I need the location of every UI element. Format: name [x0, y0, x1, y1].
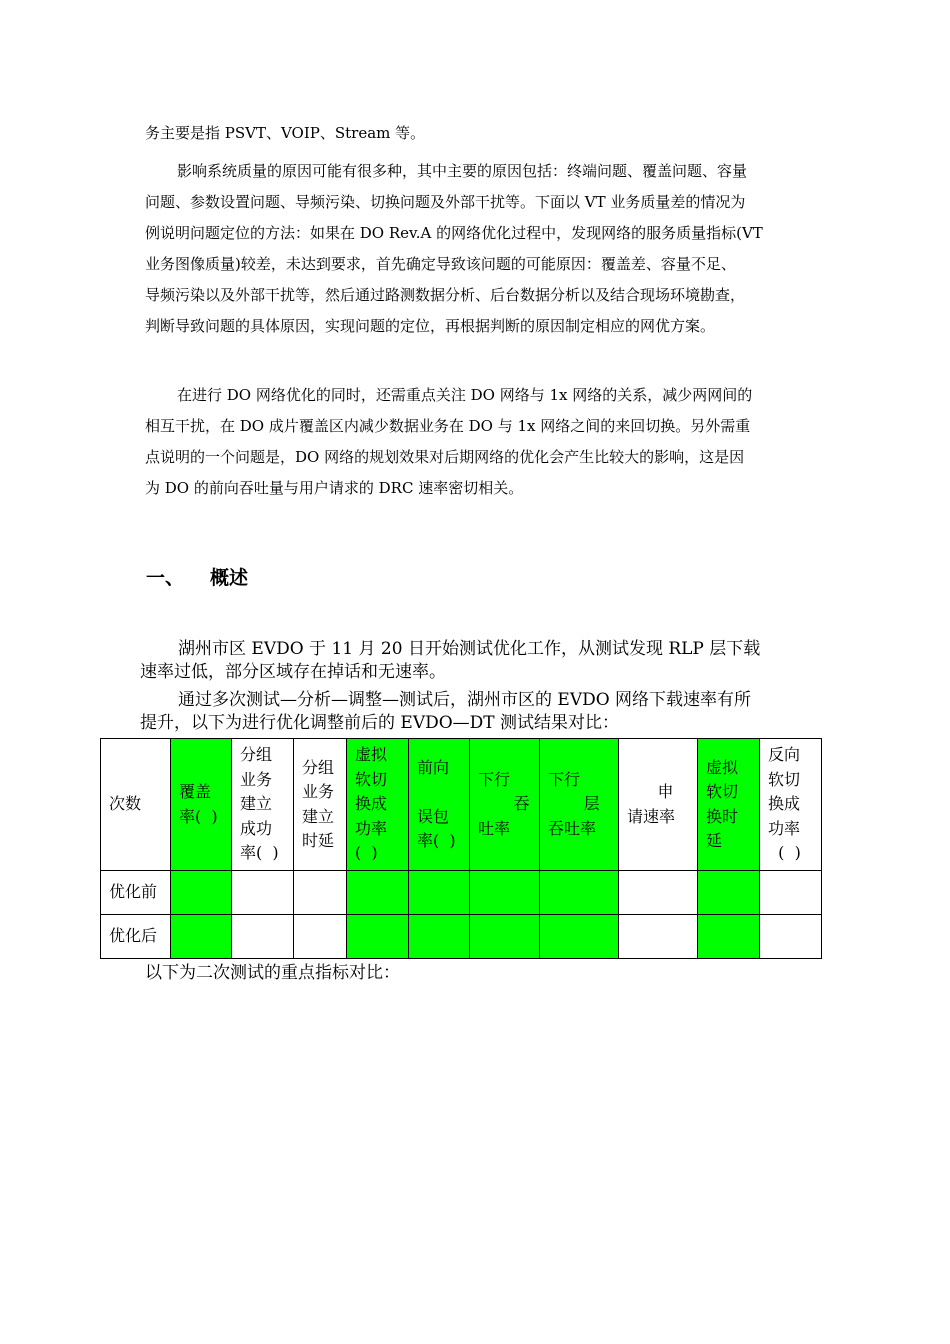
header-cell-line: 虚拟	[355, 745, 388, 765]
table-header-cell	[619, 739, 698, 871]
section-heading	[146, 563, 248, 590]
header-cell-line: 率( )	[240, 843, 279, 863]
table-cell	[760, 915, 822, 959]
table-cell	[470, 915, 540, 959]
header-cell-line: 建立	[240, 794, 273, 814]
text-line: 提升，以下为进行优化调整前后的 EVDO—DT 测试结果对比：	[140, 713, 620, 733]
header-cell-line: 前向	[417, 757, 450, 777]
table-cell	[409, 871, 470, 915]
header-cell-line: 换成	[768, 794, 801, 814]
header-cell-line: 次数	[109, 794, 142, 814]
table-header-cell	[232, 739, 294, 871]
text-line: 判断导致问题的具体原因，实现问题的定位，再根据判断的原因制定相应的网优方案。	[145, 317, 716, 335]
table-cell	[409, 915, 470, 959]
header-cell-line: 申	[627, 782, 674, 801]
header-cell-line: 功率	[355, 818, 388, 838]
header-cell-line: 吞吐率	[548, 818, 597, 838]
header-cell-line: 业务	[240, 769, 273, 789]
table-row	[101, 915, 822, 959]
header-cell-line: 成功	[240, 818, 273, 838]
header-cell-line: ( )	[355, 843, 378, 863]
table-cell	[171, 915, 232, 959]
table-header-row	[101, 739, 822, 871]
paragraph-overview-1	[140, 638, 808, 684]
table-header-cell	[470, 739, 540, 871]
text-line: 例说明问题定位的方法：如果在 DO Rev.A 的网络优化过程中，发现网络的服务质量指标(VT	[145, 224, 763, 242]
header-cell-line: 换时	[706, 806, 739, 826]
header-cell-line: 换成	[355, 794, 388, 814]
text-line: 影响系统质量的原因可能有很多种，其中主要的原因包括：终端问题、覆盖问题、容量	[177, 162, 748, 180]
text-line: 务主要是指 PSVT、VOIP、Stream 等。	[145, 124, 426, 142]
header-cell-line: 建立	[302, 806, 335, 826]
header-cell-line: 层	[548, 794, 600, 814]
header-cell-line: 率( )	[417, 831, 456, 850]
table-cell	[347, 915, 409, 959]
section-number: 一、	[146, 567, 185, 589]
header-cell-line	[417, 780, 469, 805]
table-cell	[619, 871, 698, 915]
header-cell-line: 软切	[706, 782, 739, 801]
text-line: 通过多次测试—分析—调整—测试后，湖州市区的 EVDO 网络下载速率有所	[178, 690, 752, 710]
table-header-cell	[294, 739, 347, 871]
paragraph-do-network	[145, 380, 807, 504]
table-cell	[232, 915, 294, 959]
header-cell-line: 下行	[548, 769, 581, 789]
text-line: 点说明的一个问题是，DO 网络的规划效果对后期网络的优化会产生比较大的影响，这是因	[145, 448, 745, 466]
table-header-cell	[171, 739, 232, 871]
text-line: 业务图像质量)较差，未达到要求，首先确定导致该问题的可能原因：覆盖差、容量不足、	[145, 255, 736, 273]
paragraph-after-table: 以下为二次测试的重点指标对比：	[145, 963, 400, 983]
row-label: 优化前	[101, 871, 171, 915]
header-cell-line: 时延	[302, 831, 335, 850]
table-cell	[171, 871, 232, 915]
table-header-cell	[101, 739, 171, 871]
row-label: 优化后	[101, 915, 171, 959]
table-header-cell	[347, 739, 409, 871]
header-cell-line: 延	[706, 831, 723, 850]
header-cell-line: 业务	[302, 782, 335, 801]
header-cell-line: 软切	[355, 769, 388, 789]
header-cell-line: 吐率	[478, 818, 511, 838]
header-cell-line: 分组	[240, 745, 273, 765]
table-cell	[347, 871, 409, 915]
header-cell-line: 覆盖	[179, 782, 212, 801]
header-cell-line: 吞	[478, 794, 530, 814]
section-title: 概述	[210, 567, 249, 589]
header-cell-line: 误包	[417, 806, 450, 826]
table-cell	[232, 871, 294, 915]
table-cell	[540, 871, 619, 915]
text-line: 问题、参数设置问题、导频污染、切换问题及外部干扰等。下面以 VT 业务质量差的情况为	[145, 193, 746, 211]
table-cell	[760, 871, 822, 915]
table-header-cell	[540, 739, 619, 871]
text-line: 在进行 DO 网络优化的同时，还需重点关注 DO 网络与 1x 网络的关系，减少两网间的	[177, 386, 753, 404]
header-cell-line: ( )	[768, 843, 801, 863]
header-cell-line: 软切	[768, 769, 801, 789]
table-cell	[470, 871, 540, 915]
text-line: 湖州市区 EVDO 于 11 月 20 日开始测试优化工作，从测试发现 RLP 层下载	[178, 639, 761, 659]
table-cell	[294, 871, 347, 915]
header-cell-line: 反向	[768, 745, 801, 765]
text-line: 速率过低，部分区域存在掉话和无速率。	[140, 662, 446, 682]
table-row	[101, 871, 822, 915]
table-cell	[619, 915, 698, 959]
header-cell-line: 请速率	[627, 806, 676, 826]
header-cell-line: 下行	[478, 769, 511, 789]
table-cell	[540, 915, 619, 959]
text-line: 导频污染以及外部干扰等，然后通过路测数据分析、后台数据分析以及结合现场环境勘查，	[145, 286, 746, 304]
text-line: 为 DO 的前向吞吐量与用户请求的 DRC 速率密切相关。	[145, 479, 524, 497]
text-line: 相互干扰，在 DO 成片覆盖区内减少数据业务在 DO 与 1x 网络之间的来回切换。另外需重	[145, 417, 751, 435]
paragraph-overview-2	[140, 689, 808, 735]
paragraph-quality-causes	[145, 156, 807, 342]
table-header-cell	[760, 739, 822, 871]
header-cell-line: 率( )	[179, 806, 218, 826]
header-cell-line: 虚拟	[706, 757, 739, 777]
header-cell-line: 功率	[768, 818, 801, 838]
paragraph-services	[145, 118, 807, 149]
table-cell	[698, 915, 760, 959]
table-header-cell	[698, 739, 760, 871]
comparison-table	[100, 738, 822, 959]
table-header-cell	[409, 739, 470, 871]
header-cell-line: 分组	[302, 757, 335, 777]
table-cell	[698, 871, 760, 915]
table-cell	[294, 915, 347, 959]
